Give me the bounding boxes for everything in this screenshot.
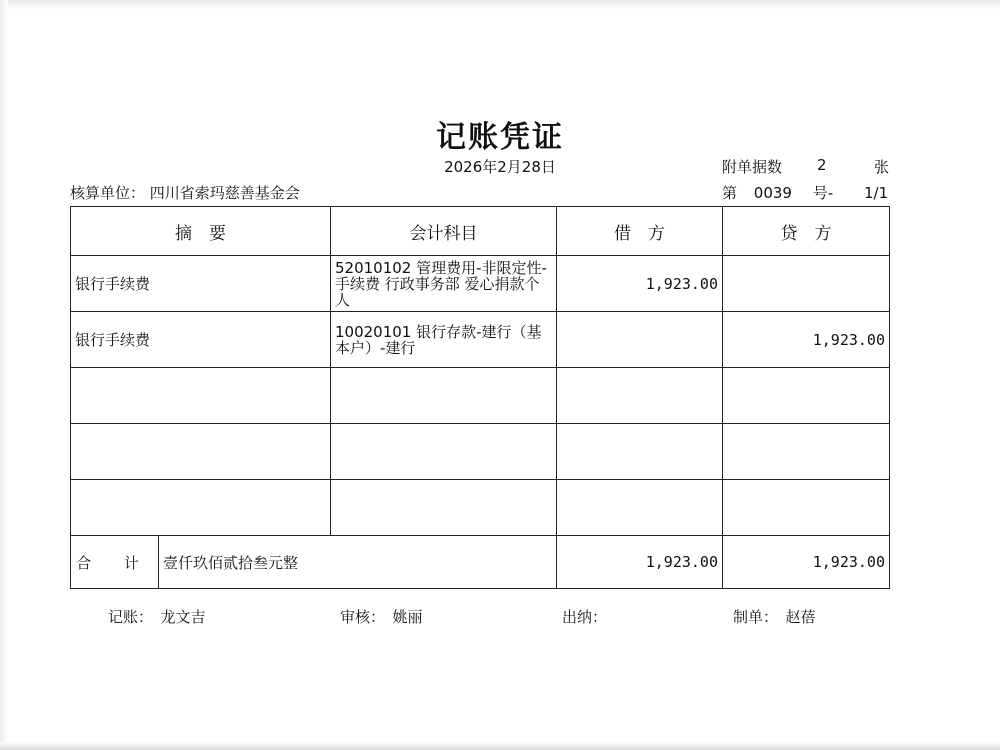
table-row [71, 256, 890, 312]
signature-preparer: 制单： 赵蓓 [733, 608, 816, 626]
row-account [331, 424, 557, 480]
total-credit: 1,923.00 [723, 536, 890, 589]
row-debit [557, 480, 723, 536]
total-label: 合 计 [71, 536, 159, 589]
row-summary: 银行手续费 [71, 256, 331, 312]
header-account: 会计科目 [331, 207, 557, 256]
row-debit [557, 312, 723, 368]
header-summary: 摘 要 [71, 207, 331, 256]
scan-edge-bottom [0, 742, 1000, 750]
total-row [71, 536, 890, 589]
voucher-page: 1/1 [863, 184, 889, 202]
table-row [71, 480, 890, 536]
row-credit [723, 424, 890, 480]
row-debit [557, 368, 723, 424]
table-row [71, 312, 890, 368]
row-debit [557, 424, 723, 480]
accounting-unit-label: 核算单位： [70, 184, 146, 202]
accounting-unit-name: 四川省索玛慈善基金会 [149, 184, 300, 202]
row-credit [723, 256, 890, 312]
row-account [331, 480, 557, 536]
voucher-table [70, 206, 890, 589]
row-summary [71, 424, 331, 480]
signature-bookkeeper: 记账： 龙文吉 [108, 608, 206, 626]
header-credit: 贷 方 [723, 207, 890, 256]
row-debit: 1,923.00 [557, 256, 723, 312]
attachments-unit: 张 [874, 158, 890, 176]
table-header-row [71, 207, 890, 256]
row-account: 52010102 管理费用-非限定性-手续费 行政事务部 爱心捐款个人 [331, 256, 557, 312]
accounting-unit [70, 182, 300, 203]
total-amount-words: 壹仟玖佰贰拾叁元整 [159, 536, 557, 589]
header-debit: 借 方 [557, 207, 723, 256]
row-summary: 银行手续费 [71, 312, 331, 368]
row-credit: 1,923.00 [723, 312, 890, 368]
signature-cashier: 出纳： [562, 608, 608, 626]
table-row [71, 424, 890, 480]
row-summary [71, 480, 331, 536]
row-account [331, 368, 557, 424]
total-debit: 1,923.00 [557, 536, 723, 589]
voucher-number-value: 0039 [753, 184, 792, 202]
voucher-title: 记账凭证 [436, 120, 564, 155]
voucher-date: 2026年2月28日 [444, 158, 556, 176]
table-row [71, 368, 890, 424]
row-summary [71, 368, 331, 424]
attachments-info [722, 156, 890, 177]
attachments-count: 2 [817, 156, 827, 174]
voucher-number-prefix: 第 [722, 184, 738, 202]
row-credit [723, 368, 890, 424]
attachments-label: 附单据数 [722, 158, 783, 176]
row-account: 10020101 银行存款-建行（基本户）-建行 [331, 312, 557, 368]
row-credit [723, 480, 890, 536]
voucher-number [722, 182, 888, 203]
scan-edge-top [0, 0, 1000, 10]
signature-reviewer: 审核： 姚丽 [340, 608, 423, 626]
voucher-number-suffix: 号- [812, 184, 834, 202]
